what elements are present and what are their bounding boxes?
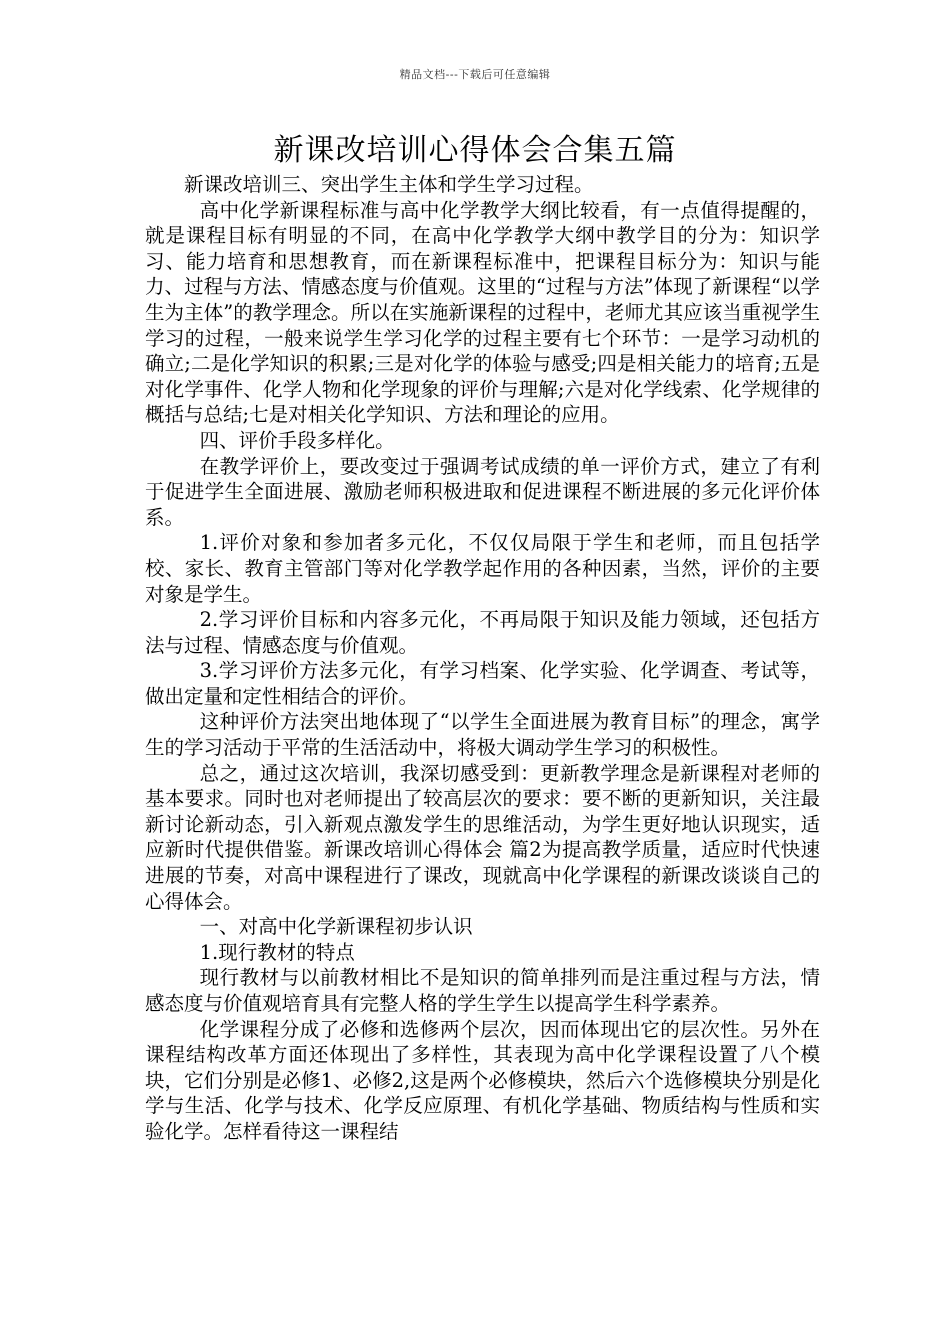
document-title: 新课改培训心得体会合集五篇 [273, 133, 677, 168]
paragraph: 现行教材与以前教材相比不是知识的简单排列而是注重过程与方法，情感态度与价值观培育具有完整人格的学生学生以提高学生科学素养。 [145, 966, 820, 1015]
paragraph: 四、评价手段多样化。 [199, 428, 395, 452]
paragraph: 在教学评价上，要改变过于强调考试成绩的单一评价方式，建立了有利于促进学生全面进展、激励老师积极进取和促进课程不断进展的多元化评价体系。 [145, 454, 820, 529]
paragraph: 2.学习评价目标和内容多元化，不再局限于知识及能力领域，还包括方法与过程、情感态度与价值观。 [145, 608, 820, 657]
paragraph: 一、对高中化学新课程初步认识 [199, 915, 473, 939]
paragraph: 这种评价方法突出地体现了“以学生全面进展为教育目标”的理念，寓学生的学习活动于平常的生活活动中，将极大调动学生学习的积极性。 [145, 710, 820, 760]
paragraph: 化学课程分成了必修和选修两个层次，因而体现出它的层次性。另外在课程结构改革方面还体现出了多样性，其表现为高中化学课程设置了八个模块，它们分别是必修1、必修2,这是两个必修模块，然后六个选修模块分别是化学与生活、化学与技术、化学反应原理、有机化学基础、物质结构与性质和实验化学。怎样看待这一课程结 [145, 1017, 820, 1143]
page-header: 精品文档---下载后可任意编辑 [399, 68, 551, 81]
document-body [145, 172, 820, 1145]
paragraph: 3.学习评价方法多元化，有学习档案、化学实验、化学调查、考试等，做出定量和定性相结合的评价。 [145, 659, 820, 708]
paragraph: 1.评价对象和参加者多元化，不仅仅局限于学生和老师，而且包括学校、家长、教育主管部门等对化学教学起作用的各种因素，当然，评价的主要对象是学生。 [145, 531, 820, 606]
paragraph: 高中化学新课程标准与高中化学教学大纲比较看，有一点值得提醒的，就是课程目标有明显的不同，在高中化学教学大纲中教学目的分为：知识学习、能力培育和思想教育，而在新课程标准中，把课程目标分为：知识与能力、过程与方法、情感态度与价值观。这里的“过程与方法”体现了新课程“以学生为主体”的教学理念。所以在实施新课程的过程中，老师尤其应该当重视学生学习的过程，一般来说学生学习化学的过程主要有七个环节：一是学习动机的确立;二是化学知识的积累;三是对化学的体验与感受;四是相关能力的培育;五是对化学事件、化学人物和化学现象的评价与理解;六是对化学线索、化学规律的概括与总结;七是对相关化学知识、方法和理论的应用。 [145, 198, 820, 427]
paragraph: 总之，通过这次培训，我深切感受到：更新教学理念是新课程对老师的基本要求。同时也对老师提出了较高层次的要求：要不断的更新知识，关注最新讨论新动态，引入新观点激发学生的思维活动，为学生更好地认识现实，适应新时代提供借鉴。新课改培训心得体会 篇2为提高教学质量，适应时代快速进展的节奏，对高中课程进行了课改，现就高中化学课程的新课改谈谈自己的心得体会。 [145, 761, 820, 913]
paragraph: 1.现行教材的特点 [199, 940, 355, 964]
paragraph: 新课改培训三、突出学生主体和学生学习过程。 [184, 173, 594, 196]
